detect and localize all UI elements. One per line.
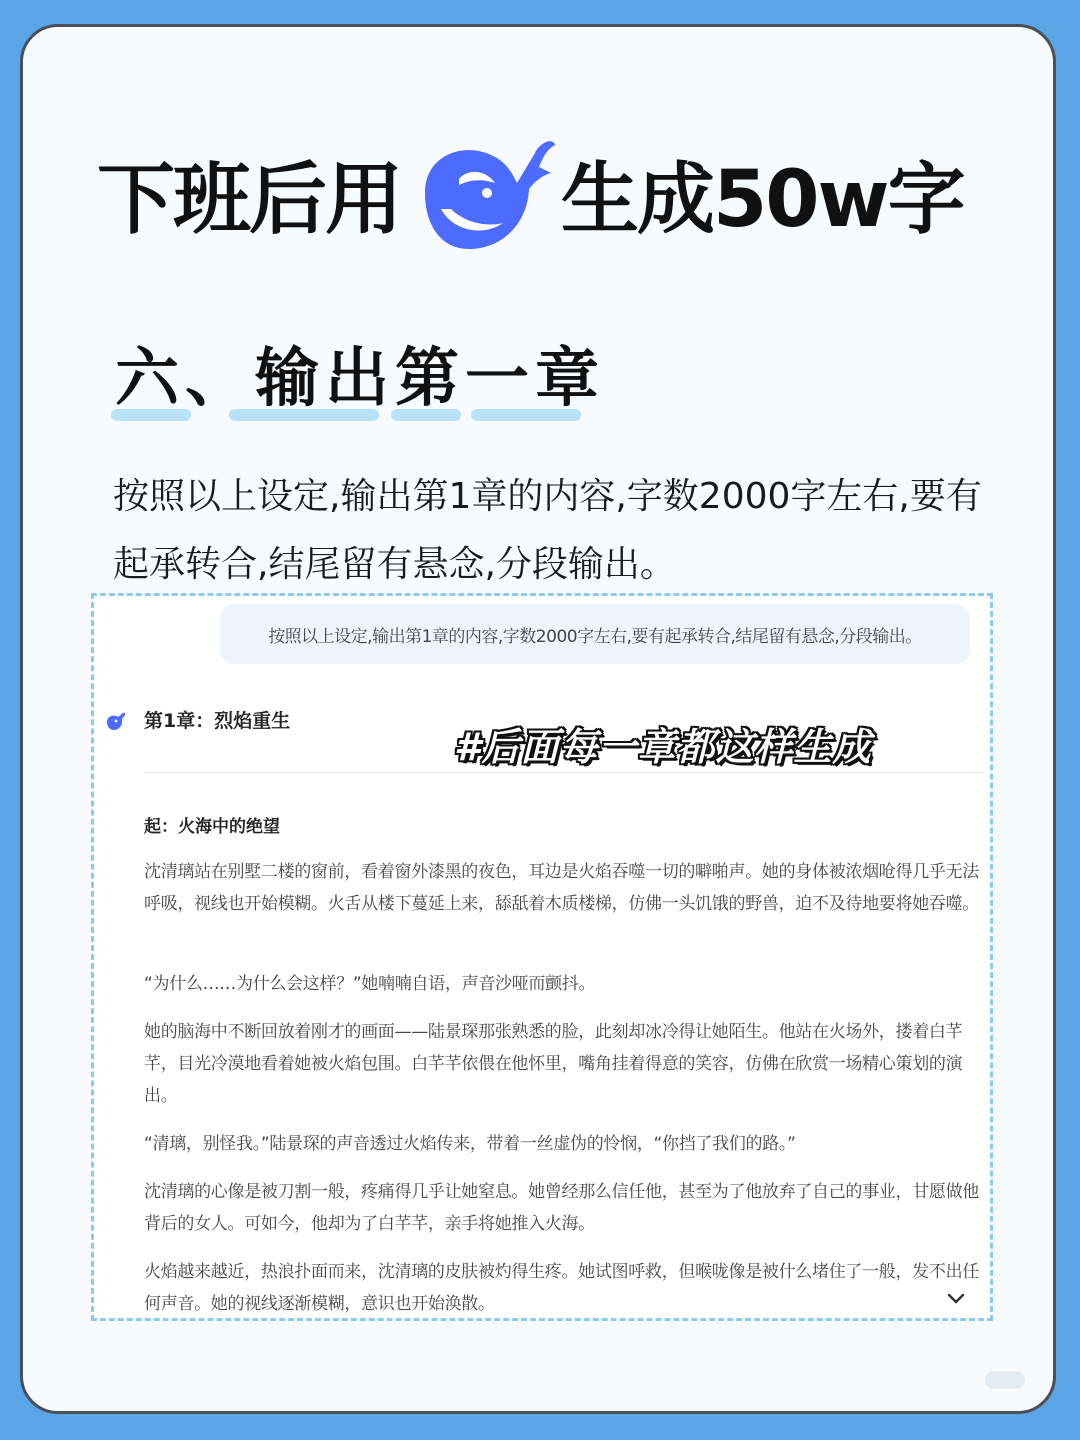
paragraph: “为什么……为什么会这样？”她喃喃自语，声音沙哑而颤抖。 (144, 974, 596, 994)
paragraph: 沈清璃的心像是被刀割一般，疼痛得几乎让她窒息。她曾经那么信任他，甚至为了他放弃了自己的事业，甘愿做他背后的女人。可如今，他却为了白芊芊，亲手将她推入火海。 (144, 1182, 979, 1234)
paragraph: 她的脑海中不断回放着刚才的画面——陆景琛那张熟悉的脸，此刻却冰冷得让她陌生。他站在火场外，搂着白芊芊，目光冷漠地看着她被火焰包围。白芊芊依偎在他怀里，嘴角挂着得意的笑容，仿佛在欣赏一场精心策划的演出。 (144, 1022, 963, 1106)
assistant-whale-icon (104, 710, 128, 734)
headline-right: 生成50w字 (561, 155, 964, 245)
section-sub-heading: 起：火海中的绝望 (144, 817, 280, 837)
paragraph: “清璃，别怪我。”陆景琛的声音透过火焰传来，带着一丝虚伪的怜悯，“你挡了我们的路。” (144, 1134, 796, 1154)
hashtag-overlay: #后面每一章都这样生成 (454, 725, 872, 769)
corner-badge (985, 1371, 1025, 1389)
chevron-down-icon[interactable] (946, 1292, 966, 1306)
headline-left: 下班后用 (97, 155, 402, 245)
chat-screenshot-panel (91, 593, 993, 1321)
deepseek-whale-icon (407, 123, 557, 263)
chapter-title: 第1章：烈焰重生 (144, 710, 291, 732)
instruction-text: 按照以上设定,输出第1章的内容,字数2000字左右,要有起承转合,结尾留有悬念,分段输出。 (113, 476, 982, 585)
paragraph: 火焰越来越近，热浪扑面而来，沈清璃的皮肤被灼得生疼。她试图呼救，但喉咙像是被什么堵住了一般，发不出任何声音。她的视线逐渐模糊，意识也开始涣散。 (144, 1262, 979, 1314)
headline (97, 123, 997, 263)
paragraph: 沈清璃站在别墅二楼的窗前，看着窗外漆黑的夜色，耳边是火焰吞噬一切的噼啪声。她的身体被浓烟呛得几乎无法呼吸，视线也开始模糊。火舌从楼下蔓延上来，舔舐着木质楼梯，仿佛一头饥饿的野兽，迫不及待地要将她吞噬。 (144, 862, 979, 914)
divider (144, 772, 984, 773)
section-title: 六、输出第一章 (115, 341, 605, 416)
poster-card (20, 24, 1056, 1414)
user-message-bubble: 按照以上设定,输出第1章的内容,字数2000字左右,要有起承转合,结尾留有悬念,分段输出。 (220, 604, 970, 664)
